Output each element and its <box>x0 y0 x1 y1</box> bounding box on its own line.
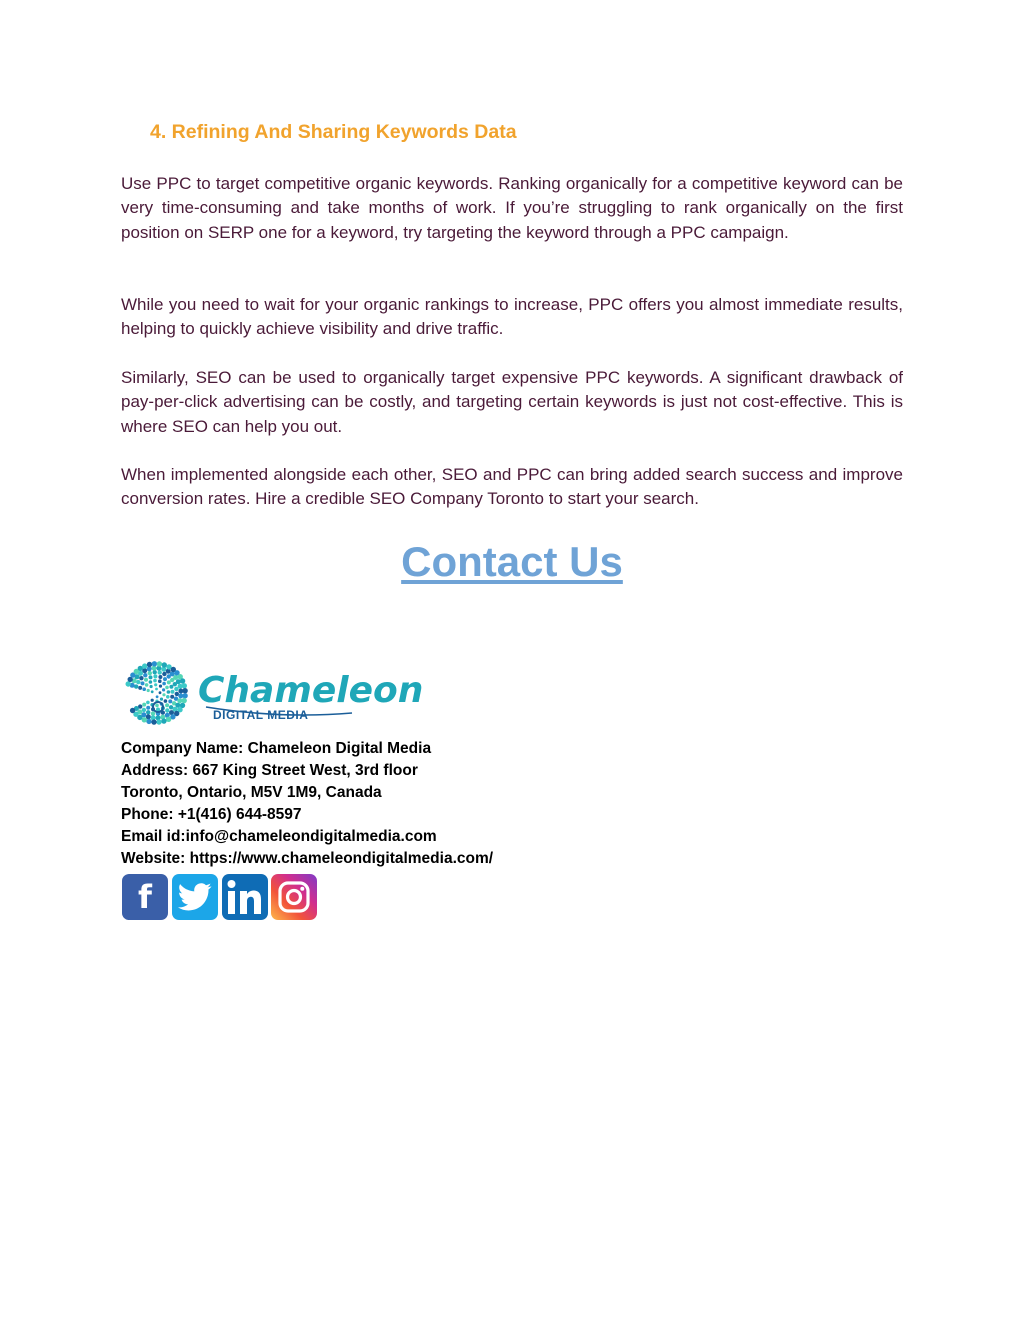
company-phone: Phone: +1(416) 644-8597 <box>121 806 302 823</box>
logo-tagline: DIGITAL MEDIA <box>213 708 309 722</box>
chameleon-logo-mark <box>120 655 424 735</box>
contact-us-link[interactable]: Contact Us <box>401 538 623 585</box>
twitter-icon[interactable] <box>172 874 218 920</box>
company-name: Company Name: Chameleon Digital Media <box>121 740 432 757</box>
company-address: Address: 667 King Street West, 3rd floor <box>121 762 418 779</box>
logo-wordmark: Chameleon <box>198 670 424 711</box>
company-info <box>121 738 493 870</box>
section-heading: 4. Refining And Sharing Keywords Data <box>150 121 517 143</box>
paragraph-ppc-results: While you need to wait for your organic rankings to increase, PPC offers you almost immediate results, helping to quickly achieve visibility and drive traffic. <box>121 295 903 339</box>
linkedin-icon[interactable] <box>222 874 268 920</box>
chameleon-logo <box>120 655 424 735</box>
instagram-icon[interactable] <box>271 874 317 920</box>
paragraph-seo-ppc-together: When implemented alongside each other, SEO and PPC can bring added search success and improve conversion rates. Hire a credible SEO Company Toronto to start your search. <box>121 465 903 509</box>
company-city: Toronto, Ontario, M5V 1M9, Canada <box>121 784 382 801</box>
facebook-icon[interactable]: f <box>122 874 168 920</box>
paragraph-seo-target: Similarly, SEO can be used to organically target expensive PPC keywords. A significant drawback of pay-per-click advertising can be costly, and targeting certain keywords is just not cost-effective. This is where SEO can help you out. <box>121 368 903 436</box>
company-email[interactable]: Email id:info@chameleondigitalmedia.com <box>121 828 437 845</box>
paragraph-ppc-target: Use PPC to target competitive organic keywords. Ranking organically for a competitive keyword can be very time-consuming and take months of work. If you’re struggling to rank organically on the first position on SERP one for a keyword, try targeting the keyword through a PPC campaign. <box>121 174 903 242</box>
company-website[interactable]: Website: https://www.chameleondigitalmedia.com/ <box>121 850 494 867</box>
